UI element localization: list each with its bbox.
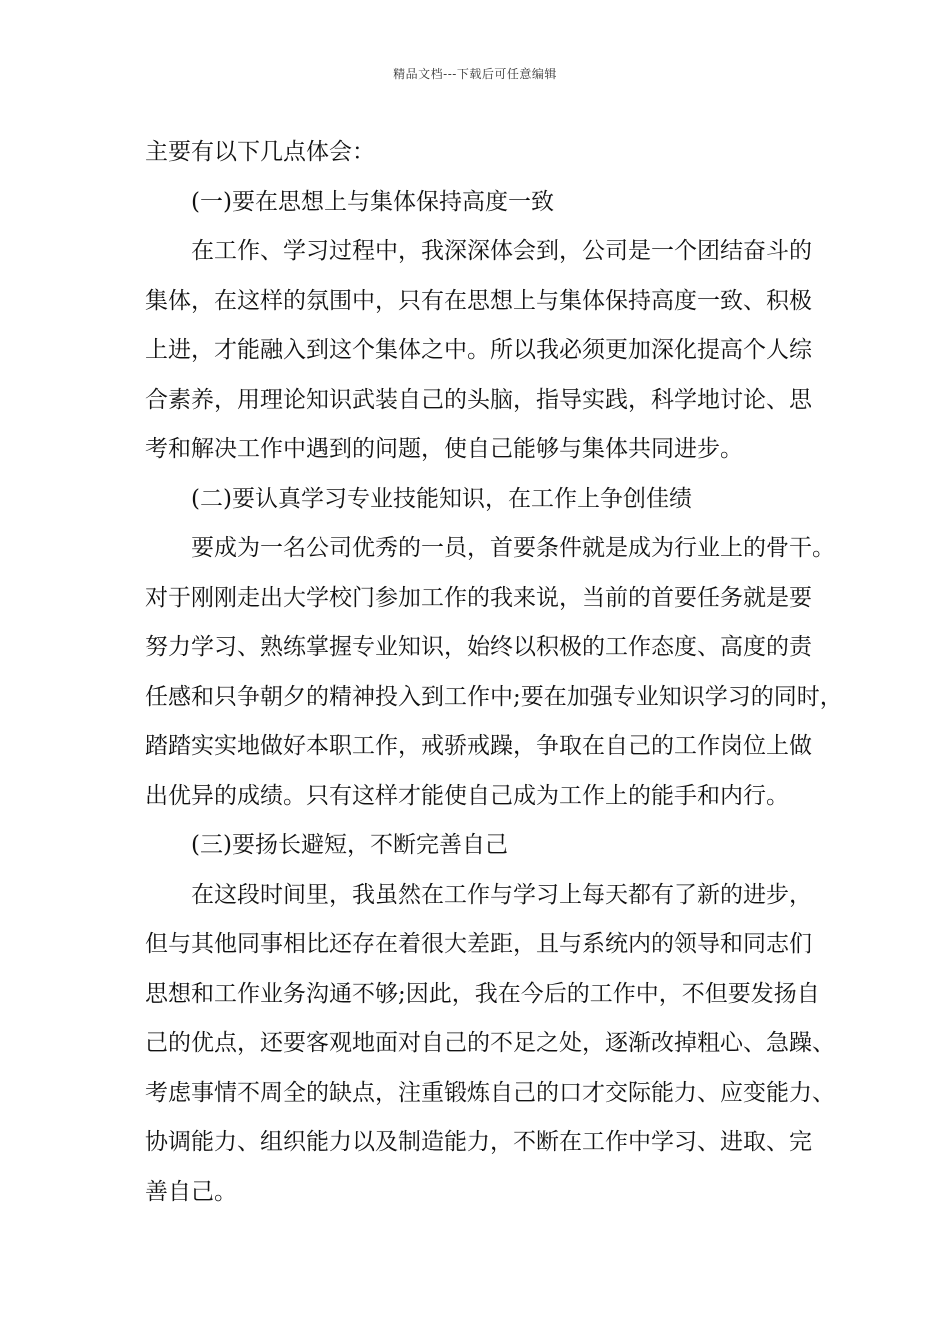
paragraph-line: 在这段时间里，我虽然在工作与学习上每天都有了新的进步， bbox=[191, 881, 812, 908]
section-heading-1: (一)要在思想上与集体保持高度一致 bbox=[191, 188, 554, 215]
section-heading-2: (二)要认真学习专业技能知识，在工作上争创佳绩 bbox=[191, 485, 692, 512]
paragraph-line: 考虑事情不周全的缺点，注重锻炼自己的口才交际能力、应变能力、 bbox=[145, 1079, 835, 1106]
paragraph-line: 考和解决工作中遇到的问题，使自己能够与集体共同进步。 bbox=[145, 436, 743, 462]
paragraph-line: 善自己。 bbox=[145, 1178, 237, 1205]
paragraph-line: 集体，在这样的氛围中，只有在思想上与集体保持高度一致、积极 bbox=[145, 287, 812, 314]
paragraph-line: 要成为一名公司优秀的一员，首要条件就是成为行业上的骨干。 bbox=[191, 535, 835, 561]
paragraph-line: 合素养，用理论知识武装自己的头脑，指导实践，科学地讨论、思 bbox=[145, 386, 812, 413]
paragraph-line: 对于刚刚走出大学校门参加工作的我来说，当前的首要任务就是要 bbox=[145, 584, 812, 611]
paragraph-line: 在工作、学习过程中，我深深体会到，公司是一个团结奋斗的 bbox=[191, 238, 812, 264]
document-body bbox=[145, 128, 843, 1217]
paragraph-line: 思想和工作业务沟通不够;因此，我在今后的工作中，不但要发扬自 bbox=[145, 980, 820, 1007]
paragraph-line: 上进，才能融入到这个集体之中。所以我必须更加深化提高个人综 bbox=[145, 337, 812, 363]
section-heading-3: (三)要扬长避短，不断完善自己 bbox=[191, 832, 508, 858]
body-line-intro: 主要有以下几点体会： bbox=[145, 139, 375, 165]
paragraph-line: 努力学习、熟练掌握专业知识，始终以积极的工作态度、高度的责 bbox=[145, 634, 812, 660]
page-header: 精品文档---下载后可任意编辑 bbox=[393, 67, 557, 81]
paragraph-line: 己的优点，还要客观地面对自己的不足之处，逐渐改掉粗心、急躁、 bbox=[145, 1030, 835, 1056]
paragraph-line: 出优异的成绩。只有这样才能使自己成为工作上的能手和内行。 bbox=[145, 782, 789, 809]
paragraph-line: 但与其他同事相比还存在着很大差距，且与系统内的领导和同志们 bbox=[145, 931, 812, 957]
paragraph-line: 协调能力、组织能力以及制造能力，不断在工作中学习、进取、完 bbox=[145, 1129, 812, 1155]
paragraph-line: 任感和只争朝夕的精神投入到工作中;要在加强专业知识学习的同时， bbox=[145, 683, 843, 710]
paragraph-line: 踏踏实实地做好本职工作，戒骄戒躁，争取在自己的工作岗位上做 bbox=[145, 733, 812, 759]
